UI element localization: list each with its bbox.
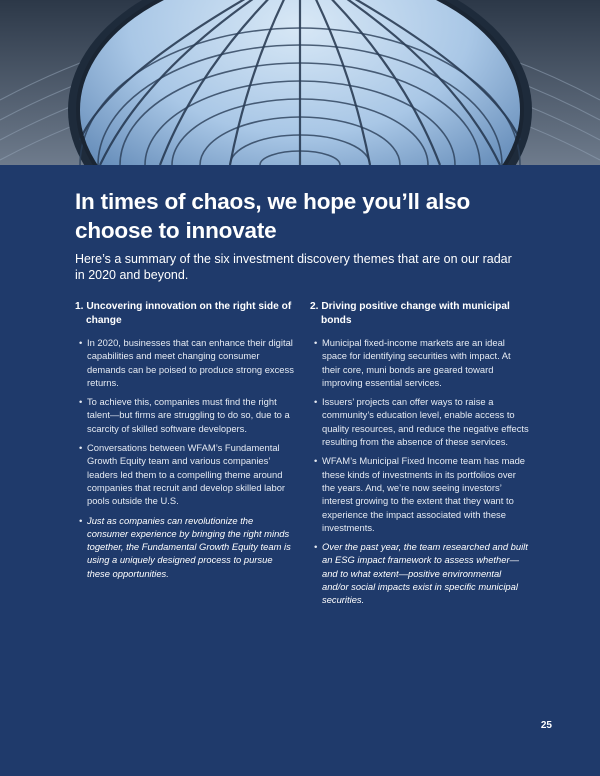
bullet-item-highlight: • Just as companies can revolutionize the consumer experience by bringing the right minds together, the Fundamental Growth Equity team is using a uniquely designed process to pursue these opportunities. (79, 514, 295, 580)
theme-column-1 (75, 300, 295, 586)
bullet-item: • Conversations between WFAM’s Fundamental Growth Equity team and various companies’ leaders led them to a compelling theme around companies that recruit and develop skilled labor pools outside the U.S. (79, 441, 295, 507)
page-subtitle: Here’s a summary of the six investment discovery themes that are on our radar in 2020 and beyond. (75, 252, 512, 282)
glass-dome-illustration (0, 0, 600, 165)
theme-column-2 (310, 300, 530, 613)
bullet-item-highlight: • Over the past year, the team researched and built an ESG impact framework to assess whether—and to what extent—positive environmental and/or social impacts exist in specific municipal securities. (314, 540, 530, 606)
content-panel (0, 165, 600, 776)
page-title: In times of chaos, we hope you’ll also choose to innovate (75, 189, 470, 243)
theme-bullet-list-1 (75, 336, 295, 580)
theme-heading-1: 1. Uncovering innovation on the right side of change (75, 301, 292, 326)
theme-heading-2: 2. Driving positive change with municipal bonds (310, 301, 510, 326)
hero-image-glass-dome (0, 0, 600, 165)
theme-bullet-list-2 (310, 336, 530, 607)
page-number: 25 (540, 720, 552, 731)
bullet-item: • To achieve this, companies must find the right talent—but firms are struggling to do so, due to a scarcity of skilled software developers. (79, 395, 295, 435)
bullet-item: • Issuers’ projects can offer ways to raise a community’s education level, enable access to quality resources, and reduce the negative effects resulting from the absence of these services. (314, 395, 530, 448)
bullet-item: • WFAM’s Municipal Fixed Income team has made these kinds of investments in its portfolios over the years. And, we’re now seeing investors’ interest growing to the extent that they want to experience the impact associated with these investments. (314, 454, 530, 534)
bullet-item: • Municipal fixed-income markets are an ideal space for identifying securities with impact. At their core, muni bonds are geared toward improving essential services. (314, 336, 530, 389)
bullet-item: • In 2020, businesses that can enhance their digital capabilities and meet changing consumer demands can be poised to produce strong excess returns. (79, 336, 295, 389)
